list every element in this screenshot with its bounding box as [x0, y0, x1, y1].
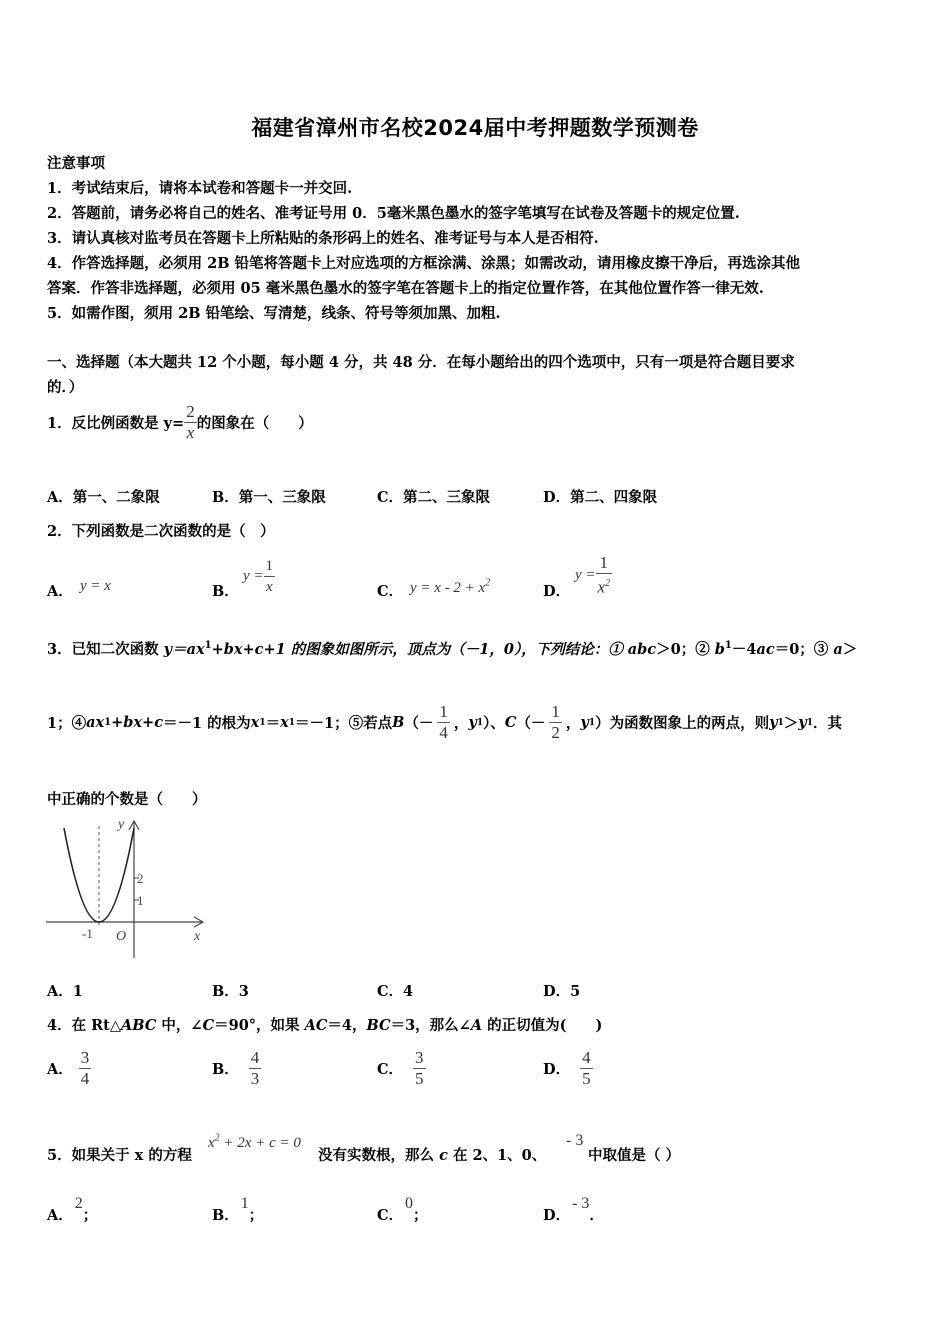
tick-label-neg1: -1 — [82, 926, 93, 941]
q4-a-fraction: $\frac{3}{4}$ — [80, 1048, 90, 1088]
parabola-graph — [42, 818, 212, 963]
notice-item-4-cont: 答案．作答非选择题，必须用 05 毫米黑色墨水的签字笔在答题卡上的指定位置作答，在其他位置作答一律无效. — [47, 280, 764, 297]
y-axis-label: y — [118, 818, 125, 832]
section-heading: 一、选择题（本大题共 12 个小题，每小题 4 分，共 48 分．在每小题给出的四个选项中，只有一项是符合题目要求 — [47, 354, 795, 371]
notice-item-1: 1．考试结束后，请将本试卷和答题卡一并交回. — [47, 180, 353, 197]
q3-option-c[interactable]: C．4 — [377, 983, 414, 1000]
q2-option-c-expr — [410, 577, 490, 597]
question-5-middle: 没有实数根，那么 c 在 2、1、0、 — [318, 1147, 547, 1164]
q1-frac-den: x — [186, 423, 195, 442]
x-axis-label: x — [194, 929, 201, 944]
q2-d-den: $x^2$ — [597, 577, 611, 597]
q3-option-d[interactable]: D．5 — [543, 983, 581, 1000]
q2-option-b-expr — [243, 556, 275, 597]
q2-option-d-expr — [575, 553, 612, 598]
section-heading-cont: 的．） — [47, 379, 84, 396]
q1-suffix: 的图象在（ ） — [196, 415, 313, 432]
q5-option-a[interactable]: A．2； — [47, 1195, 98, 1224]
page-title: 福建省漳州市名校2024届中考押题数学预测卷 — [251, 116, 699, 140]
q2-c-expr: y = x - 2 + x — [410, 580, 486, 596]
q2-d-fraction — [596, 553, 613, 598]
q1-option-d[interactable]: D．第二、四象限 — [543, 489, 658, 506]
q4-d-fraction: $\frac{4}{5}$ — [582, 1048, 591, 1088]
question-3-line-1: 3．已知二次函数 $y=ax^1+bx+c+1$ 的图象如图所示，顶点为（－1，0），下列结论：① abc＞0；② $b^1-4ac=0$；③ a＞ — [47, 640, 858, 658]
q4-option-d[interactable]: D． $\frac{4}{5}$ — [543, 1048, 591, 1088]
q2-option-b-label[interactable]: B． — [212, 583, 239, 600]
q5-option-c[interactable]: C．0； — [377, 1195, 428, 1224]
question-3-line-2: 1；④ ax 1 +bx+c ＝－1 的根为 x 1 ＝ x 1 ＝－1；⑤若点 B （－ $\frac{1}{4}$ ， y 1 ）、 C （－ $\frac{1}{2}$ ， y 1 ）为函数图象上的两点，则 y 1 ＞ y 1 ．其 — [47, 702, 842, 742]
notice-heading: 注意事项 — [47, 155, 105, 172]
q2-b-fraction — [264, 556, 276, 597]
q5-option-b[interactable]: B．1； — [212, 1195, 264, 1224]
q2-option-a-label[interactable]: A． — [47, 583, 73, 600]
question-5-prefix: 5．如果关于 x 的方程 — [47, 1147, 192, 1164]
q1-option-c[interactable]: C．第二、三象限 — [377, 489, 491, 506]
q1-option-b[interactable]: B．第一、三象限 — [212, 489, 326, 506]
q2-b-lhs: y = — [243, 568, 264, 584]
q4-option-c[interactable]: C． $\frac{3}{5}$ — [377, 1048, 424, 1088]
origin-label: O — [116, 929, 127, 944]
q4-c-fraction: $\frac{3}{5}$ — [415, 1048, 424, 1088]
q4-option-a[interactable]: A． $\frac{3}{4}$ — [47, 1048, 90, 1088]
question-4-stem: 4．在 Rt△ABC 中，∠C＝90°，如果 AC＝4，BC＝3，那么∠A 的正切值为( ) — [47, 1017, 603, 1034]
q5-neg3: - 3 — [566, 1132, 584, 1149]
q3-fraction-1: $\frac{1}{4}$ — [439, 702, 448, 742]
q1-fraction — [184, 402, 197, 443]
q1-prefix: 1．反比例函数是 y= — [47, 415, 185, 432]
question-3-line-3: 中正确的个数是（ ） — [47, 791, 207, 808]
q5-equation: $x^2 + 2x + c = 0$ — [208, 1132, 301, 1151]
q2-c-sup: 2 — [485, 577, 491, 589]
notice-item-2: 2．答题前，请务必将自己的姓名、准考证号用 0．5毫米黑色墨水的签字笔填写在试卷及答题卡的规定位置. — [47, 205, 740, 222]
q2-option-c-label[interactable]: C． — [377, 583, 404, 600]
q2-d-lhs: y = — [575, 566, 596, 583]
q1-frac-num: 2 — [186, 402, 195, 421]
notice-item-5: 5．如需作图，须用 2B 铅笔绘、写清楚，线条、符号等须加黑、加粗. — [47, 305, 501, 322]
q3-option-b[interactable]: B．3 — [212, 983, 249, 1000]
tick-label-1: 1 — [137, 893, 144, 908]
q5-option-d[interactable]: D．- 3． — [543, 1195, 604, 1224]
question-2-stem: 2．下列函数是二次函数的是（ ） — [47, 523, 275, 540]
question-1-stem — [47, 402, 313, 443]
tick-label-2: 2 — [137, 871, 144, 886]
notice-item-4: 4．作答选择题，必须用 2B 铅笔将答题卡上对应选项的方框涂满、涂黑；如需改动，请用橡皮擦干净后，再选涂其他 — [47, 255, 801, 272]
q2-b-den: x — [265, 579, 273, 595]
q4-b-fraction: $\frac{4}{3}$ — [250, 1048, 260, 1088]
q2-option-a-expr: y = x — [80, 578, 111, 594]
q3-option-a[interactable]: A．1 — [47, 983, 83, 1000]
q2-b-num: 1 — [265, 558, 274, 574]
notice-item-3: 3．请认真核对监考员在答题卡上所粘贴的条形码上的姓名、准考证号与本人是否相符. — [47, 230, 599, 247]
q3-fraction-2: $\frac{1}{2}$ — [551, 702, 560, 742]
q2-option-d-label[interactable]: D． — [543, 583, 571, 600]
q1-option-a[interactable]: A．第一、二象限 — [47, 489, 160, 506]
q2-d-num: 1 — [599, 553, 609, 572]
q4-option-b[interactable]: B． $\frac{4}{3}$ — [212, 1048, 260, 1088]
question-5-suffix: 中取值是（ ） — [588, 1147, 681, 1164]
